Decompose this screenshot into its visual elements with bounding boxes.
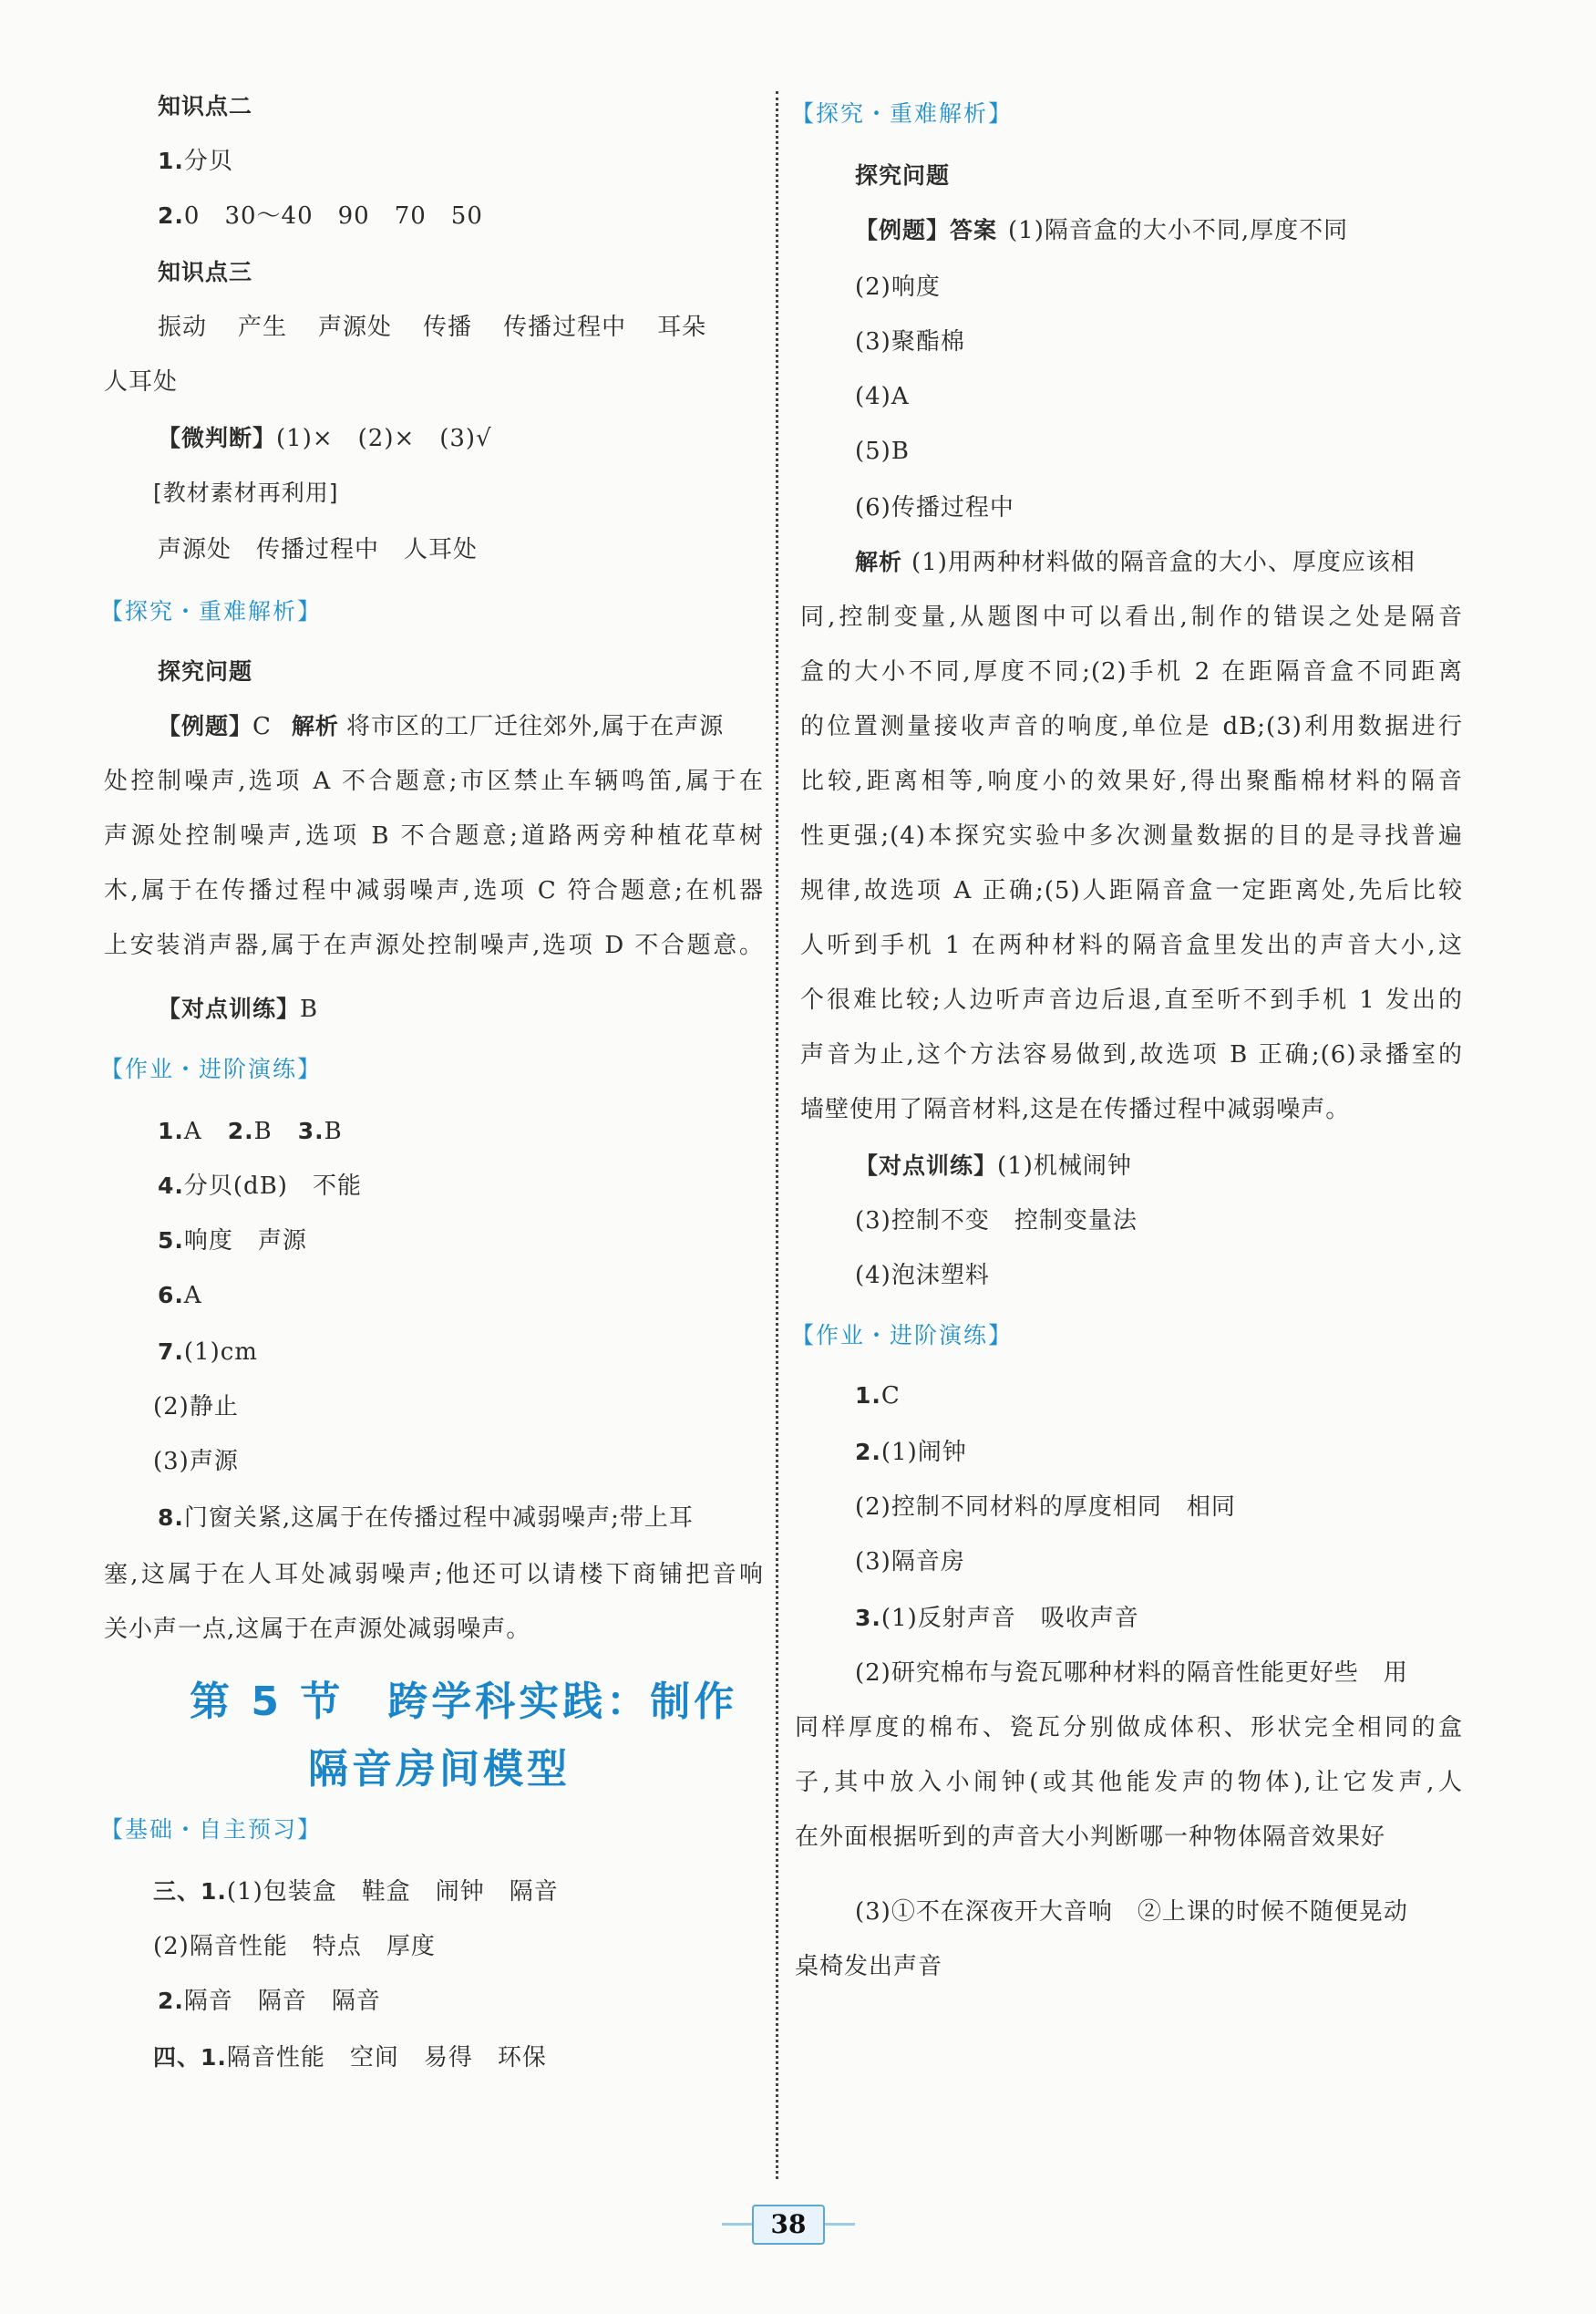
point-training-text: B <box>300 996 319 1023</box>
answer-text: A <box>183 1282 202 1309</box>
section-header-explore: 【探究・重难解析】 <box>791 100 1014 127</box>
section-title-line-2: 隔音房间模型 <box>308 1746 571 1792</box>
answer-line <box>158 146 233 177</box>
answer-line: 塞,这属于在人耳处减弱噪声;他还可以请楼下商铺把音响 <box>104 1561 764 1588</box>
answer-text: B <box>324 1118 343 1145</box>
answer-text: A <box>183 1118 202 1145</box>
example-first-line <box>855 215 1348 246</box>
explore-problem-heading: 探究问题 <box>158 658 253 685</box>
answer-text: 分贝 <box>183 148 233 175</box>
item-number: 三、1. <box>153 1878 227 1905</box>
knowledge-point-2-heading: 知识点二 <box>158 93 253 119</box>
answer-line: 同样厚度的棉布、瓷瓦分别做成体积、形状完全相同的盒 <box>795 1714 1463 1741</box>
answer-text: 隔音 隔音 隔音 <box>183 1988 381 2015</box>
answer-text: 0 30～40 90 70 50 <box>183 202 483 230</box>
answer-line: 桌椅发出声音 <box>795 1953 943 1980</box>
micro-judgement-label: 【微判断】 <box>158 425 277 451</box>
answer-line <box>158 312 706 343</box>
answer-text: (1)反射声音 吸收声音 <box>880 1605 1139 1632</box>
textbook-reuse-heading: [教材素材再利用] <box>153 480 339 506</box>
analysis-line: 上安装消声器,属于在声源处控制噪声,选项 D 不合题意。 <box>104 932 764 959</box>
item-number: 5. <box>158 1227 184 1254</box>
answer-line: 声源处 传播过程中 人耳处 <box>158 536 479 563</box>
answer-line: (2)隔音性能 特点 厚度 <box>153 1933 436 1960</box>
answer-word: 传播 <box>423 314 473 341</box>
analysis-text: 将市区的工厂迁往郊外,属于在声源 <box>345 713 725 740</box>
answer-line: (3)控制不变 控制变量法 <box>855 1207 1138 1234</box>
answer-word: 耳朵 <box>657 314 707 341</box>
answer-line <box>158 1503 764 1534</box>
answer-line <box>158 201 483 232</box>
analysis-line: 规律,故选项 A 正确;(5)人距隔音盒一定距离处,先后比较 <box>800 877 1463 904</box>
analysis-label: 解析 <box>291 713 339 739</box>
analysis-first-line <box>855 547 1463 578</box>
section-header-homework: 【作业・进阶演练】 <box>100 1056 323 1082</box>
item-number: 3. <box>297 1118 324 1144</box>
column-divider <box>776 91 778 2179</box>
point-training-label: 【对点训练】 <box>158 996 301 1022</box>
answer-text: C <box>880 1382 901 1410</box>
answer-line: (6)传播过程中 <box>855 494 1014 522</box>
analysis-label: 解析 <box>855 549 903 575</box>
item-number: 2. <box>158 202 184 229</box>
answer-word: 传播过程中 <box>503 314 627 341</box>
answer-text: 分贝(dB) 不能 <box>183 1172 362 1200</box>
item-number: 2. <box>855 1439 881 1465</box>
page-number: 38 <box>752 2205 825 2245</box>
analysis-line: 性更强;(4)本探究实验中多次测量数据的目的是寻找普遍 <box>800 822 1463 850</box>
answer-line: (2)响度 <box>855 274 941 301</box>
answer-line: (2)控制不同材料的厚度相同 相同 <box>855 1493 1236 1521</box>
answer-text: (1)闹钟 <box>880 1439 967 1466</box>
micro-judgement-text: (1)× (2)× (3)√ <box>276 425 492 452</box>
example-label: 【例题】 <box>158 713 253 739</box>
item-number: 6. <box>158 1282 184 1308</box>
answer-text: (1)cm <box>183 1338 258 1366</box>
answer-line: (3)①不在深夜开大音响 ②上课的时候不随便晃动 <box>855 1898 1408 1926</box>
example-answer: C <box>252 713 272 740</box>
answer-text: B <box>253 1118 273 1145</box>
item-number: 2. <box>158 1988 184 2014</box>
answer-line <box>153 2042 547 2073</box>
answer-line: (3)聚酯棉 <box>855 328 965 356</box>
item-number: 四、1. <box>153 2044 227 2071</box>
answer-word: 产生 <box>238 314 288 341</box>
analysis-line: 同,控制变量,从题图中可以看出,制作的错误之处是隔音 <box>800 604 1463 631</box>
answer-line: 在外面根据听到的声音大小判断哪一种物体隔音效果好 <box>795 1823 1386 1851</box>
item-number: 3. <box>855 1605 881 1631</box>
answer-line <box>855 1380 901 1411</box>
knowledge-point-3-heading: 知识点三 <box>158 259 253 285</box>
answer-text: (1)隔音盒的大小不同,厚度不同 <box>1008 217 1349 244</box>
analysis-line: 盒的大小不同,厚度不同;(2)手机 2 在距隔音盒不同距离 <box>800 658 1463 686</box>
example-first-line <box>158 711 764 742</box>
point-training-text: (1)机械闹钟 <box>997 1152 1132 1180</box>
answer-line: (4)A <box>855 383 910 410</box>
analysis-line: 的位置测量接收声音的响度,单位是 dB;(3)利用数据进行 <box>800 713 1463 740</box>
analysis-line: 个很难比较;人边听声音边后退,直至听不到手机 1 发出的 <box>800 987 1463 1014</box>
answer-line: (3)声源 <box>153 1448 239 1475</box>
analysis-text: (1)用两种材料做的隔音盒的大小、厚度应该相 <box>911 549 1416 576</box>
answer-line <box>158 1171 362 1202</box>
answer-line: (4)泡沫塑料 <box>855 1262 990 1289</box>
section-title-line-1: 第 5 节 跨学科实践：制作 <box>190 1679 738 1725</box>
section-header-basics: 【基础・自主预习】 <box>100 1816 323 1843</box>
item-number: 4. <box>158 1172 184 1199</box>
answer-line: 子,其中放入小闹钟(或其他能发声的物体),让它发声,人 <box>795 1769 1463 1796</box>
answer-text: (1)包装盒 鞋盒 闹钟 隔音 <box>226 1878 559 1906</box>
analysis-line: 木,属于在传播过程中减弱噪声,选项 C 符合题意;在机器 <box>104 877 764 904</box>
analysis-line: 比较,距离相等,响度小的效果好,得出聚酯棉材料的隔音 <box>800 768 1463 795</box>
section-header-homework: 【作业・进阶演练】 <box>791 1322 1014 1348</box>
answer-line <box>158 1116 343 1147</box>
answer-text: 隔音性能 空间 易得 环保 <box>226 2044 547 2071</box>
answer-line <box>158 1986 381 2017</box>
item-number: 7. <box>158 1338 184 1365</box>
answer-line <box>158 1280 202 1311</box>
answer-line <box>153 1876 559 1907</box>
example-label: 【例题】 <box>855 217 951 243</box>
answer-line <box>855 1437 967 1468</box>
point-training <box>855 1151 1132 1182</box>
answer-line: (2)研究棉布与瓷瓦哪种材料的隔音性能更好些 用 <box>855 1659 1408 1687</box>
page-number-rule-right <box>825 2223 855 2226</box>
analysis-line: 人听到手机 1 在两种材料的隔音盒里发出的声音大小,这 <box>800 932 1463 959</box>
analysis-line: 声源处控制噪声,选项 B 不合题意;道路两旁种植花草树 <box>104 822 764 850</box>
answer-line: (5)B <box>855 438 910 465</box>
section-header-explore: 【探究・重难解析】 <box>100 598 323 625</box>
item-number: 1. <box>158 1118 184 1144</box>
answer-line: 人耳处 <box>104 368 179 396</box>
answer-word: 振动 <box>158 314 208 341</box>
answer-line: (3)隔音房 <box>855 1548 965 1575</box>
analysis-line: 处控制噪声,选项 A 不合题意;市区禁止车辆鸣笛,属于在 <box>104 768 764 795</box>
answer-line <box>855 1603 1139 1634</box>
answer-line <box>158 1337 258 1368</box>
item-number: 1. <box>158 148 184 174</box>
point-training <box>158 994 318 1025</box>
point-training-label: 【对点训练】 <box>855 1152 998 1179</box>
item-number: 8. <box>158 1504 184 1531</box>
item-number: 2. <box>227 1118 254 1144</box>
page-number-rule-left <box>722 2223 752 2226</box>
analysis-line: 声音为止,这个方法容易做到,故选项 B 正确;(6)录播室的 <box>800 1041 1463 1069</box>
answer-text: 门窗关紧,这属于在传播过程中减弱噪声;带上耳 <box>183 1504 694 1532</box>
answer-word: 声源处 <box>318 314 393 341</box>
answer-line <box>158 1225 307 1256</box>
analysis-line: 墙壁使用了隔音材料,这是在传播过程中减弱噪声。 <box>800 1096 1351 1123</box>
answer-label: 答案 <box>950 217 998 243</box>
item-number: 1. <box>855 1382 881 1409</box>
answer-line: 关小声一点,这属于在声源处减弱噪声。 <box>104 1616 531 1643</box>
answer-text: 响度 声源 <box>183 1227 307 1255</box>
answer-line: (2)静止 <box>153 1393 239 1420</box>
explore-problem-heading: 探究问题 <box>855 162 951 189</box>
micro-judgement <box>158 423 492 454</box>
